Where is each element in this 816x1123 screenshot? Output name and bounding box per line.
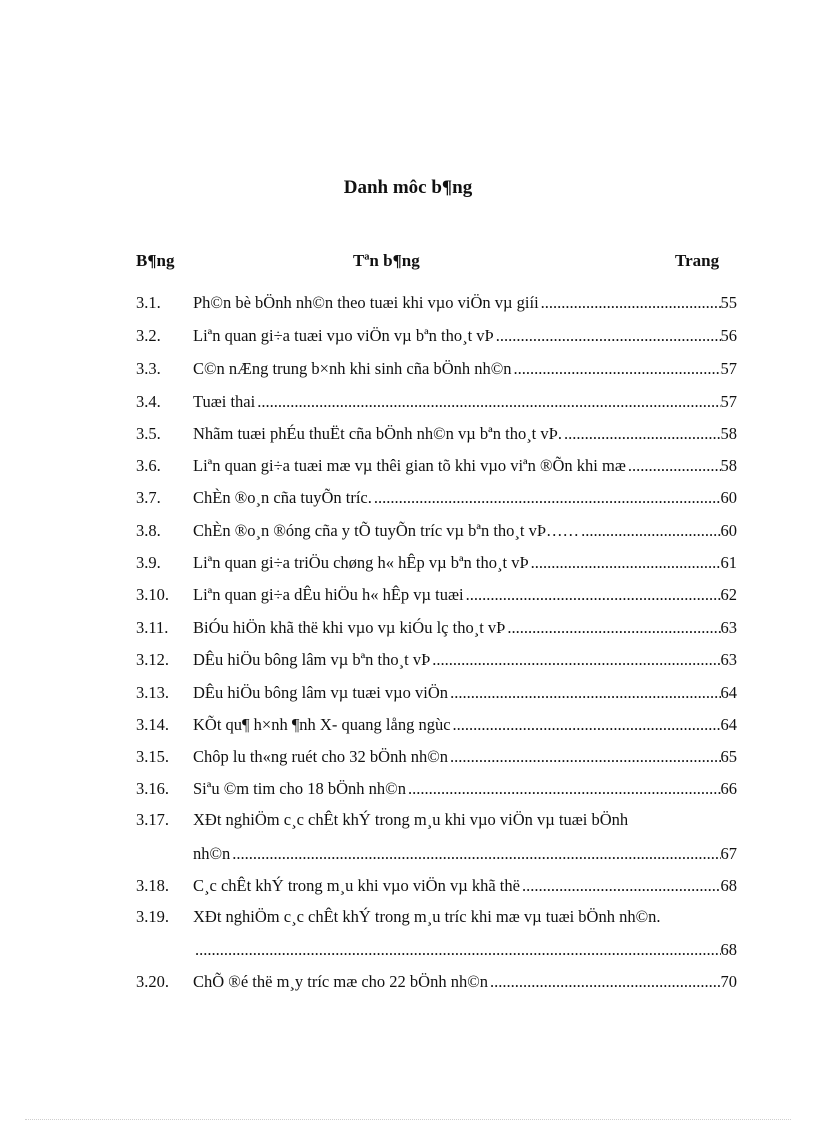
toc-page: 68 — [720, 876, 737, 895]
toc-row — [0, 715, 816, 741]
toc-page: 57 — [720, 392, 737, 411]
toc-row — [0, 553, 816, 579]
toc-number: 3.9. — [136, 553, 161, 572]
page-bottom-rule — [25, 1119, 791, 1120]
toc-page: 62 — [720, 585, 737, 604]
toc-row — [0, 521, 816, 547]
toc-page: 68 — [720, 940, 737, 959]
toc-number: 3.6. — [136, 456, 161, 475]
toc-number: 3.2. — [136, 326, 161, 345]
toc-title: ChÕ ®é thë m¸y tríc mæ cho 22 bÖnh nh©n — [193, 972, 488, 991]
toc-page: 55 — [720, 293, 737, 312]
toc-page: 61 — [720, 553, 737, 572]
toc-number: 3.5. — [136, 424, 161, 443]
toc-title-line-2: nh©n — [193, 844, 231, 863]
toc-title: Liªn quan gi÷a triÖu chøng h« hÊp vµ bªn tho¸t vÞ — [193, 553, 529, 572]
toc-row — [0, 650, 816, 676]
toc-number: 3.12. — [136, 650, 169, 669]
toc-title: ChÈn ®o¸n cña tuyÕn tríc. — [193, 488, 372, 507]
toc-row — [0, 876, 816, 902]
toc-row — [0, 488, 816, 514]
toc-row — [0, 326, 816, 352]
toc-page: 63 — [720, 650, 737, 669]
column-header-page: Trang — [675, 251, 720, 270]
toc-number: 3.15. — [136, 747, 169, 766]
toc-number: 3.16. — [136, 779, 169, 798]
toc-title: Nhãm tuæi phÉu thuËt cña bÖnh nh©n vµ bªn tho¸t vÞ. — [193, 424, 562, 443]
toc-number: 3.1. — [136, 293, 161, 312]
toc-title-line-1: XÐt nghiÖm c¸c chÊt khÝ trong m¸u tríc khi mæ vµ tuæi bÖnh nh©n. — [193, 907, 661, 926]
toc-title: Tuæi thai — [193, 392, 256, 411]
toc-title: Liªn quan gi÷a tuæi vµo viÖn vµ bªn tho¸t vÞ — [193, 326, 494, 345]
page-title: Danh môc b¶ng — [343, 177, 473, 198]
toc-number: 3.14. — [136, 715, 169, 734]
toc-title: Chôp lu th«ng ruét cho 32 bÖnh nh©n — [193, 747, 448, 766]
toc-number: 3.7. — [136, 488, 161, 507]
toc-title: Siªu ©m tim cho 18 bÖnh nh©n — [193, 779, 406, 798]
toc-number: 3.19. — [136, 907, 169, 926]
toc-page: 60 — [720, 488, 737, 507]
toc-row — [0, 424, 816, 450]
toc-page: 56 — [720, 326, 737, 345]
toc-number: 3.20. — [136, 972, 169, 991]
toc-page: 58 — [720, 424, 737, 443]
toc-row — [0, 456, 816, 482]
toc-page: 58 — [720, 456, 737, 475]
toc-title: C©n nÆng trung b×nh khi sinh cña bÖnh nh©n — [193, 359, 512, 378]
toc-row — [0, 747, 816, 773]
toc-page: 64 — [720, 683, 737, 702]
toc-page: 67 — [720, 844, 737, 863]
toc-page: 64 — [720, 715, 737, 734]
toc-row — [0, 293, 816, 319]
toc-number: 3.18. — [136, 876, 169, 895]
toc-row — [0, 907, 816, 933]
toc-title: DÊu hiÖu bông lâm vµ tuæi vµo viÖn — [193, 683, 449, 702]
toc-row — [0, 392, 816, 418]
toc-page: 70 — [720, 972, 737, 991]
toc-number: 3.3. — [136, 359, 161, 378]
toc-number: 3.13. — [136, 683, 169, 702]
toc-row — [0, 585, 816, 611]
toc-row — [0, 810, 816, 836]
toc-row — [0, 972, 816, 998]
toc-page: 60 — [720, 521, 737, 540]
toc-page: 66 — [720, 779, 737, 798]
toc-title-line-1: XÐt nghiÖm c¸c chÊt khÝ trong m¸u khi vµo viÖn vµ tuæi bÖnh — [193, 810, 629, 829]
column-header-table-number: B¶ng — [136, 251, 175, 270]
toc-row — [0, 618, 816, 644]
toc-number: 3.4. — [136, 392, 161, 411]
toc-title: BiÓu hiÖn khã thë khi vµo vµ kiÓu lç tho¸t vÞ — [193, 618, 506, 637]
toc-title: Ph©n bè bÖnh nh©n theo tuæi khi vµo viÖn vµ giíi — [193, 293, 539, 312]
toc-row — [0, 359, 816, 385]
toc-number: 3.17. — [136, 810, 169, 829]
toc-title: C¸c chÊt khÝ trong m¸u khi vµo viÖn vµ khã thë — [193, 876, 520, 895]
toc-title: DÊu hiÖu bông lâm vµ bªn tho¸t vÞ — [193, 650, 431, 669]
toc-title: Liªn quan gi÷a tuæi mæ vµ thêi gian tõ khi vµo viªn ®Õn khi mæ — [193, 456, 626, 475]
toc-number: 3.11. — [136, 618, 169, 637]
toc-title: Liªn quan gi÷a dÊu hiÖu h« hÊp vµ tuæi — [193, 585, 464, 604]
toc-number: 3.10. — [136, 585, 169, 604]
toc-page: 63 — [720, 618, 737, 637]
toc-page: 57 — [720, 359, 737, 378]
toc-number: 3.8. — [136, 521, 161, 540]
toc-title: ChÈn ®o¸n ®óng cña y tÕ tuyÕn tríc vµ bªn tho¸t vÞ…… — [193, 521, 580, 540]
toc-page: 65 — [720, 747, 737, 766]
column-header-table-name: Tªn b¶ng — [353, 251, 420, 270]
toc-row — [0, 683, 816, 709]
toc-row-continuation — [0, 844, 816, 870]
toc-row — [0, 779, 816, 805]
toc-row-continuation — [0, 940, 816, 966]
toc-title: KÕt qu¶ h×nh ¶nh X- quang lång ngùc — [193, 715, 451, 734]
